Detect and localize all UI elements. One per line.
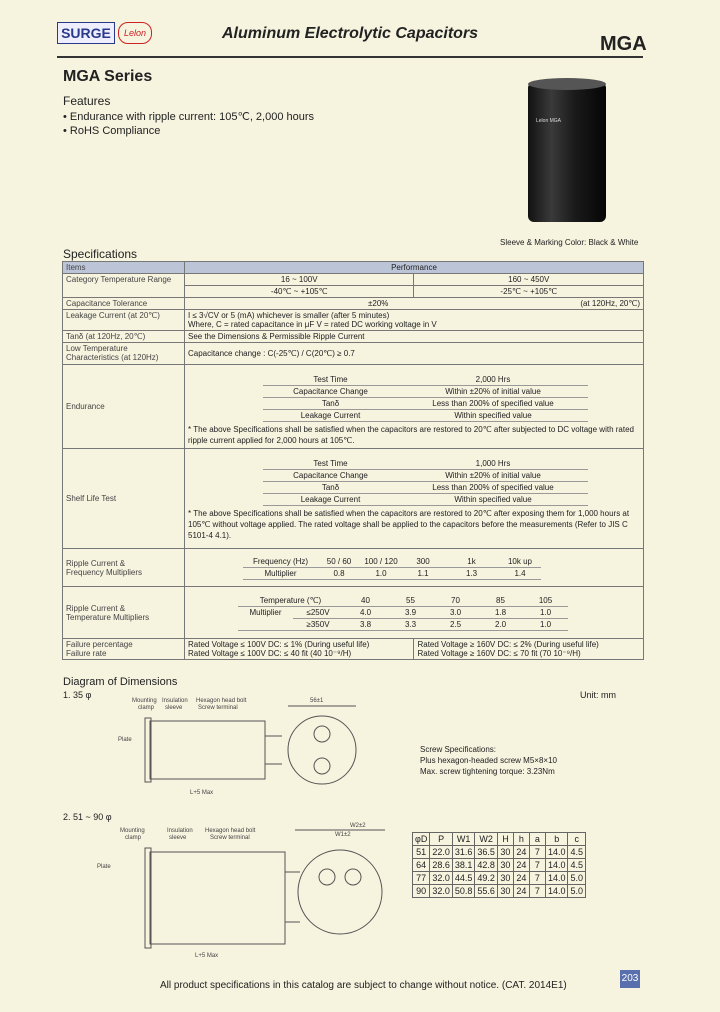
d2-w1-label: W1±2 (335, 832, 351, 838)
shelf-note: * The above Specifications shall be satisfied when the capacitors are restored to 20℃ after exposing them for 1,000 hours at 105℃ without voltage applied. The rated voltage shall be applied to the capacitors before the measurements (Refer to JIS C 5101-4 4.1). (188, 509, 630, 540)
d2-hex-label: Hexagon head bolt (205, 828, 256, 834)
ripple-temp-label: Ripple Current & Temperature Multipliers (63, 587, 185, 639)
ripple-freq-value (185, 549, 644, 587)
feature-item: • RoHS Compliance (63, 125, 161, 137)
temp-range-t2: -25℃ ~ +105℃ (414, 286, 644, 298)
d1-clamp-label: clamp (138, 705, 155, 711)
ripple-temp-value (185, 587, 644, 639)
tand-label: Tanδ (at 120Hz, 20℃) (63, 331, 185, 343)
d1-sleeve-label: sleeve (165, 705, 183, 711)
lowtemp-value: Capacitance change : C(-25℃) / C(20℃) ≥ 0.7 (185, 343, 644, 365)
screw-spec-title: Screw Specifications: (420, 745, 497, 754)
endurance-value (185, 365, 644, 449)
lowtemp-label: Low Temperature Characteristics (at 120Hz) (63, 343, 185, 365)
footer-disclaimer: All product specifications in this catalog are subject to change without notice. (CAT. 2014E1) (160, 980, 567, 991)
page-number: 203 (620, 970, 640, 988)
performance-header: Performance (185, 262, 644, 274)
d2-mounting-label: Mounting (120, 828, 145, 834)
capacitor-top (528, 78, 606, 90)
endurance-label: Endurance (63, 365, 185, 449)
series-code: MGA (600, 33, 647, 55)
endurance-subtable: Test Time 2,000 Hrs Capacitance Change Within ±20% of initial value Tanδ Less than 200% of specified value Leakage Current Within specified value (263, 374, 588, 422)
shelf-label: Shelf Life Test (63, 449, 185, 549)
table-row: 51 22.0 31.6 36.5 30 24 7 14.0 4.5 (413, 846, 586, 859)
d2-length-label: L+5 Max (195, 953, 219, 959)
cap-tol-label: Capacitance Tolerance (63, 298, 185, 310)
page-title: Aluminum Electrolytic Capacitors (222, 25, 479, 42)
ripple-temp-subtable: Temperature (℃) 40 55 70 85 105 Multiplier ≤250V 4.0 3.9 3.0 1.8 1.0 ≥350V 3.8 3.3 2.5 2.0 1.0 (238, 595, 568, 631)
d2-clamp-label: clamp (125, 835, 142, 841)
specifications-table (62, 261, 644, 660)
dim-header-row: φD P W1 W2 H h a b c (413, 833, 586, 846)
diagram-35phi (110, 696, 400, 806)
d2-terminal-label: Screw terminal (210, 835, 250, 841)
temp-range-v1: 16 ~ 100V (185, 274, 414, 286)
d1-terminal-label: Screw terminal (198, 705, 238, 711)
table-row: 64 28.6 38.1 42.8 30 24 7 14.0 4.5 (413, 859, 586, 872)
diagram-sub1: 1. 35 φ (63, 690, 92, 700)
temp-range-label: Category Temperature Range (63, 274, 185, 298)
items-header: Items (63, 262, 185, 274)
failure-high-voltage: Rated Voltage ≥ 160V DC: ≤ 2% (During useful life) Rated Voltage ≥ 160V DC: ≤ 70 fit (70 10⁻⁹/H) (414, 639, 644, 660)
failure-label: Failure percentage Failure rate (63, 639, 185, 660)
d2-plate-label: Plate (97, 864, 111, 870)
feature-item: • Endurance with ripple current: 105℃, 2,000 hours (63, 111, 315, 123)
failure-low-voltage: Rated Voltage ≤ 100V DC: ≤ 1% (During useful life) Rated Voltage ≤ 100V DC: ≤ 40 fit (40 10⁻⁹/H) (185, 639, 414, 660)
d2-sleeve-label: sleeve (169, 835, 187, 841)
screw-spec-torque: Max. screw tightening torque: 3.23Nm (420, 767, 555, 776)
diagram-sub2: 2. 51 ~ 90 φ (63, 812, 112, 822)
shelf-subtable: Test Time 1,000 Hrs Capacitance Change Within ±20% of initial value Tanδ Less than 200% of specified value Leakage Current Within specified value (263, 458, 588, 506)
diagram-heading: Diagram of Dimensions (63, 676, 178, 688)
d1-plate-label: Plate (118, 737, 132, 743)
d1-mounting-label: Mounting (132, 698, 157, 704)
leakage-label: Leakage Current (at 20℃) (63, 310, 185, 331)
leakage-value: I ≤ 3√CV or 5 (mA) whichever is smaller (after 5 minutes) Where, C = rated capacitance in μF V = rated DC working voltage in V (185, 310, 644, 331)
capacitor-label: Lelon MGA (536, 118, 562, 124)
ripple-freq-subtable: Frequency (Hz) 50 / 60 100 / 120 300 1k 10k up Multiplier 0.8 1.0 1.1 1.3 1.4 (243, 556, 541, 580)
table-row: 77 32.0 44.5 49.2 30 24 7 14.0 5.0 (413, 872, 586, 885)
d2-insulation-label: Insulation (167, 828, 193, 834)
specifications-heading: Specifications (63, 247, 138, 261)
shelf-value (185, 449, 644, 549)
diagram-51-90phi (95, 822, 405, 964)
series-title: MGA Series (63, 68, 153, 85)
d1-insulation-label: Insulation (162, 698, 188, 704)
ripple-freq-label: Ripple Current & Frequency Multipliers (63, 549, 185, 587)
temp-range-v2: 160 ~ 450V (414, 274, 644, 286)
d1-dim-label: 56±1 (310, 698, 324, 704)
d1-length-label: L+5 Max (190, 790, 214, 796)
capacitor-image (528, 82, 606, 222)
unit-label: Unit: mm (580, 690, 616, 700)
d2-w2-label: W2±2 (350, 823, 366, 829)
surge-logo: SURGE (57, 22, 115, 44)
lelon-logo: Lelon (118, 22, 152, 44)
screw-spec-type: Plus hexagon-headed screw M5×8×10 (420, 756, 557, 765)
features-heading: Features (63, 94, 111, 108)
table-row: 90 32.0 50.8 55.6 30 24 7 14.0 5.0 (413, 885, 586, 898)
endurance-note: * The above Specifications shall be satisfied when the capacitors are restored to 20℃ after subjected to DC voltage with rated ripple current applied for 2,000 hours at 105℃. (188, 425, 634, 445)
sleeve-note: Sleeve & Marking Color: Black & White (500, 238, 639, 247)
cap-tol-value: ±20% (at 120Hz, 20℃) (185, 298, 644, 310)
tand-value: See the Dimensions & Permissible Ripple Current (185, 331, 644, 343)
d1-hex-label: Hexagon head bolt (196, 698, 247, 704)
dimensions-table (412, 832, 586, 898)
temp-range-t1: -40℃ ~ +105℃ (185, 286, 414, 298)
header-divider (57, 56, 643, 58)
